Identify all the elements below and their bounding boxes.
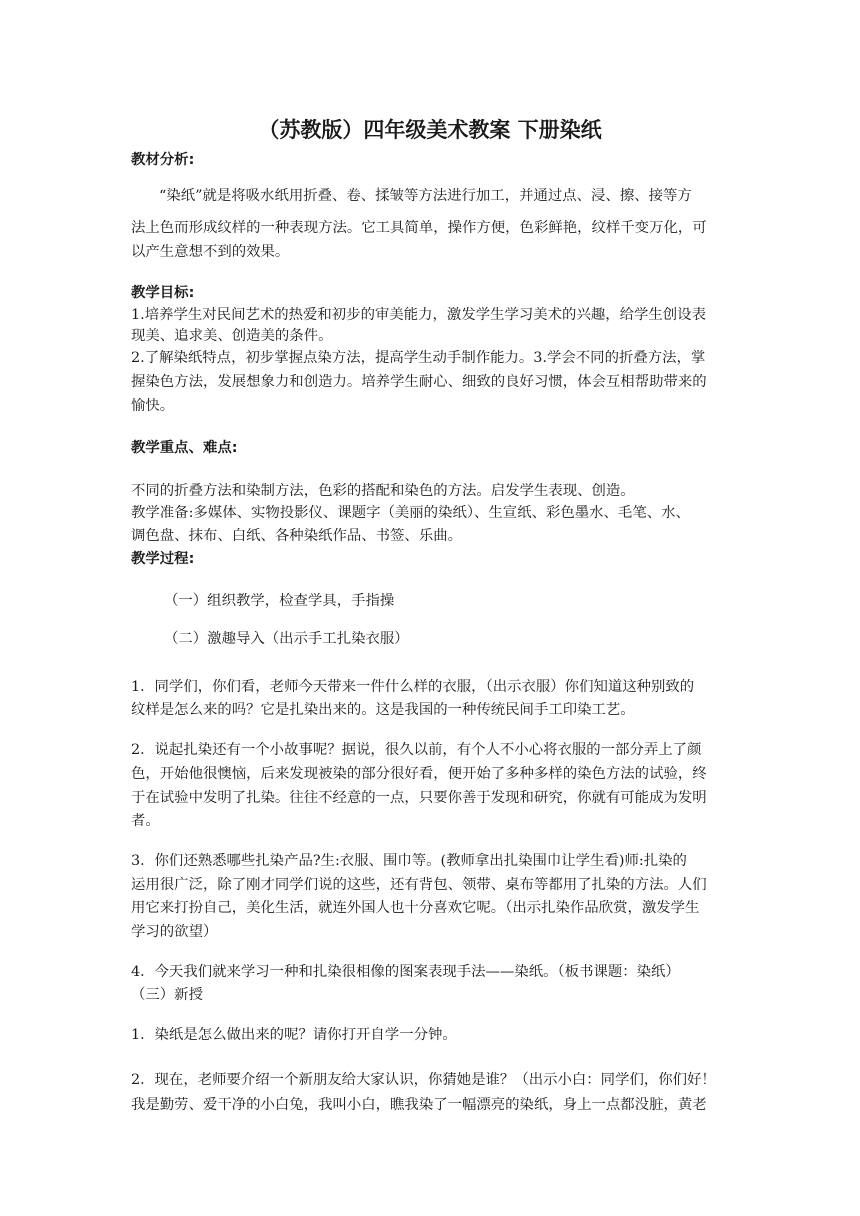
paragraph-line: 握染色方法，发展想象力和创造力。培养学生耐心、细致的良好习惯，体会互相帮助带来的 xyxy=(131,374,707,390)
paragraph-line: 2．现在，老师要介绍一个新朋友给大家认识，你猜她是谁？（出示小白：同学们，你们好！ xyxy=(131,1072,716,1088)
paragraph-line: 色，开始他很懊恼，后来发现被染的部分很好看，便开始了多种多样的染色方法的试验，终 xyxy=(131,766,707,782)
paragraph-line: 调色盘、抹布、白纸、各种染纸作品、书签、乐曲。 xyxy=(131,528,462,544)
section-heading-process: 教学过程: xyxy=(131,551,195,567)
paragraph-line: 者。 xyxy=(131,813,160,829)
paragraph-line: 1.培养学生对民间艺术的热爱和初步的审美能力，激发学生学习美术的兴趣，给学生创设表 xyxy=(131,307,706,323)
paragraph-line: 3．你们还熟悉哪些扎染产品?生:衣服、围巾等。(教师拿出扎染围巾让学生看)师:扎染的 xyxy=(131,853,687,869)
paragraph-line: 4．今天我们就来学习一种和扎染很相像的图案表现手法——染纸。（板书课题：染纸） xyxy=(131,964,680,980)
paragraph-line: 不同的折叠方法和染制方法，色彩的搭配和染色的方法。启发学生表现、创造。 xyxy=(131,483,635,499)
section-heading-goals: 教学目标: xyxy=(131,285,195,301)
paragraph-line: 我是勤劳、爱干净的小白兔，我叫小白，瞧我染了一幅漂亮的染纸，身上一点都没脏，黄老 xyxy=(131,1097,707,1113)
paragraph-line: 法上色而形成纹样的一种表现方法。它工具简单，操作方便，色彩鲜艳，纹样千变万化，可 xyxy=(131,220,707,236)
paragraph-line: 学习的欲望） xyxy=(131,924,218,940)
step-heading: （一）组织教学，检查学具，手指操 xyxy=(164,593,395,609)
paragraph-line: 愉快。 xyxy=(131,398,175,414)
paragraph-line: 于在试验中发明了扎染。往往不经意的一点，只要你善于发现和研究，你就有可能成为发明 xyxy=(131,790,707,806)
paragraph-line: 以产生意想不到的效果。 xyxy=(131,244,290,260)
paragraph-line: 2．说起扎染还有一个小故事呢？据说，很久以前，有个人不小心将衣服的一部分弄上了颜 xyxy=(131,742,702,758)
paragraph-line: 运用很广泛，除了刚才同学们说的这些，还有背包、领带、桌布等都用了扎染的方法。人们 xyxy=(131,877,707,893)
paragraph-line: 用它来打扮自己，美化生活，就连外国人也十分喜欢它呢。（出示扎染作品欣赏，激发学生 xyxy=(131,900,700,916)
paragraph-line: 纹样是怎么来的吗？它是扎染出来的。这是我国的一种传统民间手工印染工艺。 xyxy=(131,702,635,718)
paragraph-line: “染纸”就是将吸水纸用折叠、卷、揉皱等方法进行加工，并通过点、浸、擦、接等方 xyxy=(159,188,692,204)
paragraph-line: 1．染纸是怎么做出来的呢？请你打开自学一分钟。 xyxy=(131,1027,457,1043)
section-heading-keypoints: 教学重点、难点: xyxy=(131,440,238,456)
section-heading-analysis: 教材分析: xyxy=(131,152,195,168)
paragraph-line: 现美、追求美、创造美的条件。 xyxy=(131,328,333,344)
paragraph-line: 1．同学们，你们看，老师今天带来一件什么样的衣服，（出示衣服）你们知道这种别致的 xyxy=(131,679,695,695)
document-title: （苏教版）四年级美术教案 下册染纸 xyxy=(258,118,602,142)
step-heading: （三）新授 xyxy=(131,987,203,1003)
step-heading: （二）激趣导入（出示手工扎染衣服） xyxy=(164,631,409,647)
paragraph-line: 2.了解染纸特点，初步掌握点染方法，提高学生动手制作能力。3.学会不同的折叠方法，掌 xyxy=(131,350,706,366)
paragraph-line: 教学准备:多媒体、实物投影仪、课题字（美丽的染纸）、生宣纸、彩色墨水、毛笔、水、 xyxy=(131,505,690,521)
